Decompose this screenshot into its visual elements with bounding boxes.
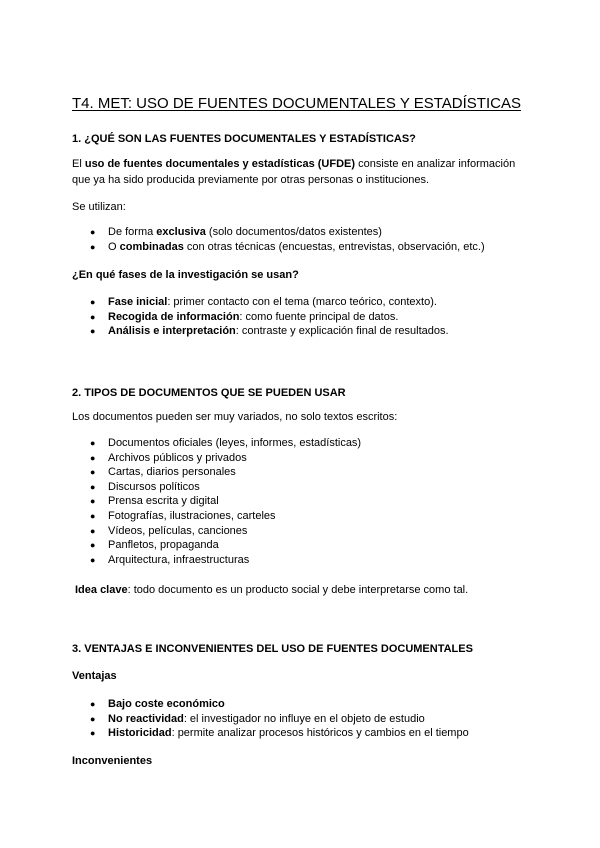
list-item: ● No reactividad: el investigador no influye en el objeto de estudio [90,712,425,725]
uses-list [90,225,485,254]
bullet-icon: ● [90,241,96,252]
list-item: ● Arquitectura, infraestructuras [90,553,250,566]
bullet-icon: ● [90,540,96,551]
paragraph-bold-term: uso de fuentes documentales y estadísticas (UFDE) [84,158,356,170]
key-idea [75,582,468,598]
document-types-list [90,436,361,567]
phases-heading: ¿En qué fases de la investigación se usan? [72,269,299,281]
bullet-icon: ● [90,326,96,337]
phases-list [90,295,449,339]
bullet-icon: ● [90,452,96,463]
section-3-heading: 3. VENTAJAS E INCONVENIENTES DEL USO DE FUENTES DOCUMENTALES [72,643,473,655]
bullet-icon: ● [90,728,96,739]
list-item: ● Documentos oficiales (leyes, informes, estadísticas) [90,437,362,449]
bullet-icon: ● [90,481,96,492]
bullet-icon: ● [90,227,96,237]
bullet-icon: ● [90,496,96,507]
advantages-list [90,697,469,741]
section-2-intro: Los documentos pueden ser muy variados, no solo textos escritos: [72,411,398,423]
paragraph-text: El [72,158,85,170]
list-item: ● Discursos políticos [90,480,200,493]
paragraph-text: que ya ha sido producida previamente por otras personas o instituciones. [72,174,430,186]
bullet-icon: ● [90,438,96,448]
bullet-icon: ● [90,525,96,536]
list-item: ● Análisis e interpretación: contraste y explicación final de resultados. [90,325,449,338]
bullet-icon: ● [90,467,96,478]
advantages-heading: Ventajas [72,670,117,682]
section-1-paragraph [72,156,515,188]
bullet-icon: ● [90,554,96,565]
uses-intro: Se utilizan: [72,201,126,213]
bullet-icon: ● [90,297,96,307]
list-item: ● Recogida de información: como fuente principal de datos. [90,310,399,323]
disadvantages-heading: Inconvenientes [72,755,153,767]
list-item: ● O combinadas con otras técnicas (encuestas, entrevistas, observación, etc.) [90,240,485,253]
list-item: ● Historicidad: permite analizar procesos históricos y cambios en el tiempo [90,727,469,740]
bullet-icon: ● [90,311,96,322]
key-idea-label: Idea clave [75,584,128,596]
bullet-icon: ● [90,713,96,724]
list-item: ● Prensa escrita y digital [90,495,219,508]
list-item: ● Fotografías, ilustraciones, carteles [90,509,276,522]
list-item: ● De forma exclusiva (solo documentos/datos existentes) [90,226,382,238]
document-title: T4. MET: USO DE FUENTES DOCUMENTALES Y ESTADÍSTICAS [72,95,521,112]
list-item: ● Vídeos, películas, canciones [90,524,248,537]
bullet-icon: ● [90,699,96,709]
key-idea-text: : todo documento es un producto social y debe interpretarse como tal. [127,584,469,596]
list-item: ● Bajo coste económico [90,698,225,710]
paragraph-text: consiste en analizar información [355,158,516,170]
list-item: ● Panfletos, propaganda [90,539,219,552]
list-item: ● Cartas, diarios personales [90,466,236,479]
list-item: ● Fase inicial: primer contacto con el tema (marco teórico, contexto). [90,296,437,308]
list-item: ● Archivos públicos y privados [90,451,247,464]
bullet-icon: ● [90,510,96,521]
section-2-heading: 2. TIPOS DE DOCUMENTOS QUE SE PUEDEN USAR [72,387,346,399]
section-1-heading: 1. ¿QUÉ SON LAS FUENTES DOCUMENTALES Y ESTADÍSTICAS? [72,133,416,145]
